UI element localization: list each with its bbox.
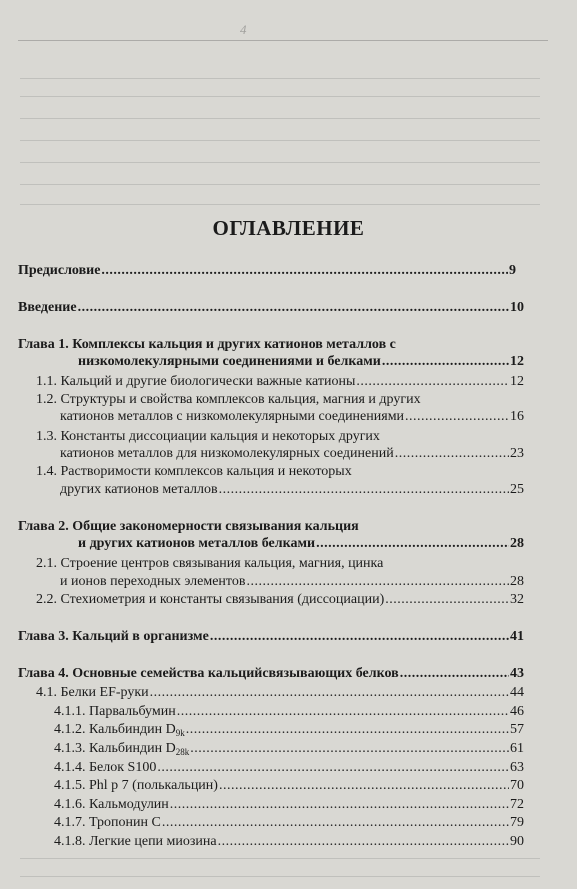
toc-leader — [78, 299, 509, 317]
toc-label-text: 4.1.3. Кальбиндин D — [54, 741, 176, 756]
toc-label: Предисловие — [18, 263, 101, 278]
toc-label — [54, 721, 185, 742]
toc-entry-1-2 — [60, 408, 524, 426]
page-number: 4 — [240, 22, 247, 37]
toc-entry-4-1-6 — [54, 796, 524, 814]
toc-label: Введение — [18, 300, 77, 315]
toc-label-subscript: 28k — [175, 747, 190, 757]
toc-chapter-1-line1: Глава 1. Комплексы кальция и других катионов металлов с — [18, 337, 396, 352]
toc-entry-4-1-2 — [54, 721, 524, 742]
toc-label: Глава 4. Основные семейства кальцийсвязывающих белков — [18, 666, 399, 681]
toc-label: 2.2. Стехиометрия и константы связывания (диссоциации) — [36, 592, 385, 607]
toc-leader — [170, 796, 509, 814]
bleed-through-line — [20, 118, 540, 119]
toc-leader — [219, 481, 509, 499]
toc-page: 28 — [510, 574, 524, 589]
toc-leader — [101, 262, 508, 280]
toc-entry-chapter-1 — [78, 353, 524, 371]
toc-leader — [150, 684, 509, 702]
toc-leader — [162, 814, 509, 832]
toc-entry-1-1 — [36, 373, 524, 391]
toc-label: 4.1.6. Кальмодулин — [54, 797, 169, 812]
toc-entry-4-1-3 — [54, 740, 524, 761]
toc-page: 23 — [510, 446, 524, 461]
toc-label — [54, 740, 189, 761]
page-title: ОГЛАВЛЕНИЕ — [212, 216, 365, 240]
header-rule — [18, 40, 548, 41]
toc-label: и других катионов металлов белками — [78, 536, 316, 551]
toc-entry-4-1-5 — [54, 777, 524, 795]
toc-leader — [246, 573, 509, 591]
bleed-through-line — [20, 96, 540, 97]
toc-entry-2-1 — [60, 573, 524, 591]
toc-entry-preface — [18, 262, 516, 280]
toc-entry-4-1 — [36, 684, 524, 702]
bleed-through-line — [20, 204, 540, 205]
toc-label: и ионов переходных элементов — [60, 574, 246, 589]
bleed-through-line — [20, 184, 540, 185]
toc-page: 9 — [509, 263, 516, 278]
toc-label: 4.1.5. Phl p 7 (полькальцин) — [54, 778, 218, 793]
toc-leader — [400, 665, 509, 683]
toc-chapter-2-line1: Глава 2. Общие закономерности связывания кальция — [18, 519, 359, 534]
toc-entry-intro — [18, 299, 524, 317]
toc-leader — [405, 408, 509, 426]
toc-leader — [356, 373, 509, 391]
toc-page: 41 — [510, 629, 524, 644]
bleed-through-line — [20, 858, 540, 859]
toc-label: Глава 3. Кальций в организме — [18, 629, 209, 644]
toc-entry-4-1-1 — [54, 703, 524, 721]
toc-page: 57 — [510, 722, 524, 737]
toc-label: 4.1.4. Белок S100 — [54, 760, 157, 775]
toc-page: 43 — [510, 666, 524, 681]
toc-page: 32 — [510, 592, 524, 607]
toc-page: 12 — [510, 354, 524, 369]
toc-page: 44 — [510, 685, 524, 700]
toc-leader — [385, 591, 509, 609]
toc-page: 70 — [510, 778, 524, 793]
toc-entry-4-1-7 — [54, 814, 524, 832]
toc-page: 79 — [510, 815, 524, 830]
toc-label-text: 4.1.2. Кальбиндин D — [54, 722, 176, 737]
toc-label-subscript: 9k — [175, 728, 185, 738]
toc-label: катионов металлов для низкомолекулярных соединений — [60, 446, 394, 461]
toc-leader — [186, 721, 509, 739]
toc-label: других катионов металлов — [60, 482, 218, 497]
toc-page: 10 — [510, 300, 524, 315]
toc-entry-1-3 — [60, 445, 524, 463]
toc-entry-2-2 — [36, 591, 524, 609]
toc-entry-4-1-8 — [54, 833, 524, 851]
toc-label: катионов металлов с низкомолекулярными соединениями — [60, 409, 405, 424]
toc-page: 63 — [510, 760, 524, 775]
toc-entry-1-4 — [60, 481, 524, 499]
toc-label: 4.1.8. Легкие цепи миозина — [54, 834, 217, 849]
toc-leader — [157, 759, 509, 777]
toc-1-2-line1: 1.2. Структуры и свойства комплексов кальция, магния и других — [36, 392, 421, 407]
bleed-through-line — [20, 876, 540, 877]
bleed-through-line — [20, 140, 540, 141]
toc-1-3-line1: 1.3. Константы диссоциации кальция и некоторых других — [36, 429, 380, 444]
toc-entry-4-1-4 — [54, 759, 524, 777]
toc-page: 16 — [510, 409, 524, 424]
toc-entry-chapter-3 — [18, 628, 524, 646]
toc-page: 90 — [510, 834, 524, 849]
toc-entry-chapter-4 — [18, 665, 524, 683]
toc-leader — [177, 703, 509, 721]
toc-page: 46 — [510, 704, 524, 719]
bleed-through-line — [20, 162, 540, 163]
toc-leader — [395, 445, 509, 463]
toc-page: 72 — [510, 797, 524, 812]
toc-label: низкомолекулярными соединениями и белками — [78, 354, 381, 369]
toc-leader — [219, 777, 509, 795]
toc-entry-chapter-2 — [78, 535, 524, 553]
toc-label: 1.1. Кальций и другие биологически важные катионы — [36, 374, 356, 389]
toc-page: 61 — [510, 741, 524, 756]
toc-2-1-line1: 2.1. Строение центров связывания кальция, магния, цинка — [36, 556, 384, 571]
toc-leader — [190, 740, 509, 758]
toc-leader — [210, 628, 509, 646]
toc-label: 4.1.1. Парвальбумин — [54, 704, 176, 719]
toc-page: 12 — [510, 374, 524, 389]
toc-leader — [218, 833, 509, 851]
toc-page: 28 — [510, 536, 524, 551]
toc-label: 4.1. Белки EF-руки — [36, 685, 149, 700]
toc-label: 4.1.7. Тропонин С — [54, 815, 161, 830]
toc-leader — [382, 353, 509, 371]
toc-1-4-line1: 1.4. Растворимости комплексов кальция и некоторых — [36, 464, 352, 479]
toc-leader — [316, 535, 509, 553]
toc-page: 25 — [510, 482, 524, 497]
bleed-through-line — [20, 78, 540, 79]
